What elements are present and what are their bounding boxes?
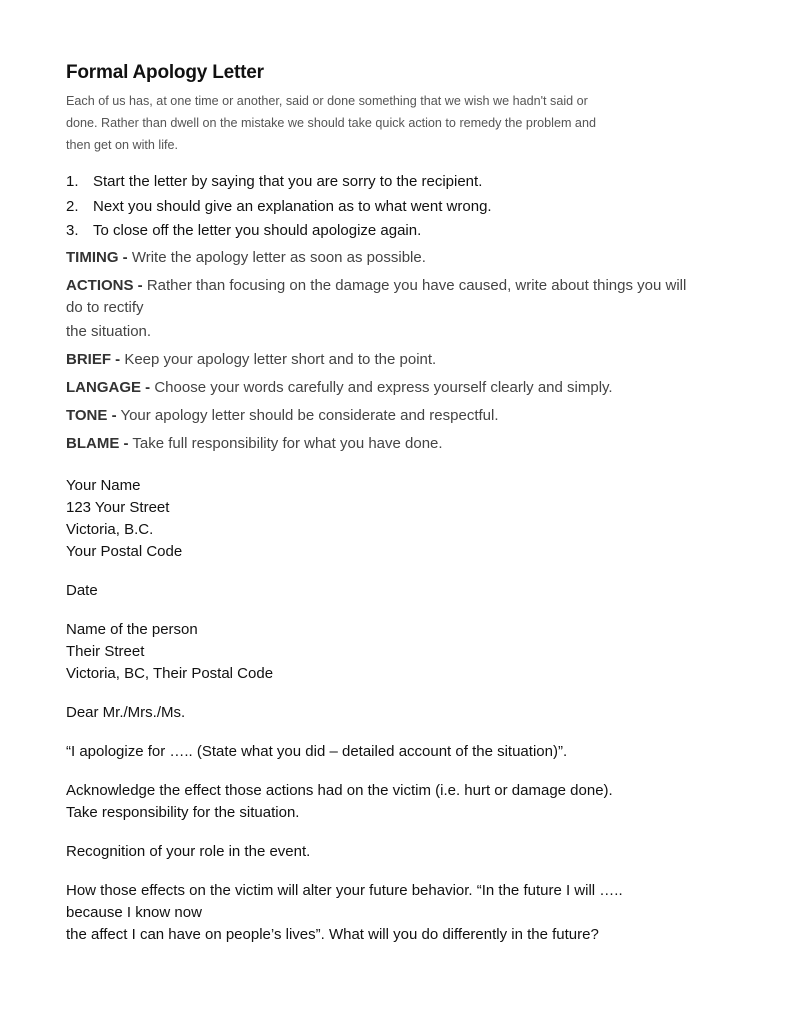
- tip-language: [66, 377, 706, 399]
- step-item: [66, 195, 706, 220]
- recipient-street: Their Street: [66, 642, 145, 660]
- tip-text: Your apology letter should be considerate and respectful.: [116, 406, 499, 424]
- tip-label: ACTIONS -: [66, 276, 143, 294]
- recipient-city-postal: Victoria, BC, Their Postal Code: [66, 664, 274, 682]
- step-number: 2.: [66, 197, 79, 215]
- tip-label: TONE -: [66, 406, 117, 424]
- letter-date: [66, 580, 706, 602]
- tip-text: Take full responsibility for what you have done.: [128, 434, 443, 452]
- step-text: To close off the letter you should apologize again.: [93, 222, 422, 239]
- sender-street: 123 Your Street: [66, 498, 170, 516]
- step-item: [66, 219, 706, 244]
- tip-tone: [66, 405, 706, 427]
- step-number: 1.: [66, 173, 79, 190]
- salutation: [66, 702, 706, 724]
- tip-text: Keep your apology letter short and to the point.: [120, 350, 437, 368]
- sender-city: Victoria, B.C.: [66, 520, 154, 538]
- future-line: How those effects on the victim will alter your future behavior. “In the future I will …..: [66, 881, 623, 899]
- tip-actions-continuation: the situation.: [66, 322, 152, 340]
- intro-line: done. Rather than dwell on the mistake we should take quick action to remedy the problem and: [66, 116, 596, 130]
- tip-text: Choose your words carefully and express yourself clearly and simply.: [150, 378, 613, 396]
- step-item: [66, 170, 706, 195]
- recipient-address: [66, 619, 706, 685]
- apology-paragraph: [66, 741, 706, 763]
- sender-name: Your Name: [66, 476, 141, 494]
- future-line: the affect I can have on people’s lives”. What will you do differently in the future?: [66, 925, 599, 943]
- tip-actions: [66, 275, 706, 319]
- recognition-text: Recognition of your role in the event.: [66, 842, 311, 860]
- salutation-text: Dear Mr./Mrs./Ms.: [66, 703, 186, 721]
- tip-label: LANGAGE -: [66, 378, 151, 396]
- future-line: because I know now: [66, 903, 202, 921]
- step-number: 3.: [66, 222, 79, 239]
- document-title: Formal Apology Letter: [66, 62, 264, 83]
- future-paragraph: [66, 880, 706, 946]
- tip-label: BLAME -: [66, 434, 129, 452]
- letter-template: [66, 475, 706, 946]
- tip-blame: [66, 433, 706, 455]
- recognition-paragraph: [66, 841, 706, 863]
- sender-postal-code: Your Postal Code: [66, 542, 183, 560]
- intro-line: Each of us has, at one time or another, said or done something that we wish we hadn't said or: [66, 94, 588, 108]
- tip-label: TIMING -: [66, 248, 128, 266]
- acknowledge-paragraph: [66, 780, 706, 824]
- tip-text: Write the apology letter as soon as possible.: [127, 248, 426, 266]
- tip-timing: [66, 247, 706, 269]
- document-page: [66, 58, 706, 963]
- step-text: Start the letter by saying that you are sorry to the recipient.: [93, 173, 483, 190]
- sender-address: [66, 475, 706, 563]
- tip-brief: [66, 349, 706, 371]
- acknowledge-line: Take responsibility for the situation.: [66, 803, 300, 821]
- tips-section: [66, 247, 706, 455]
- date-text: Date: [66, 581, 98, 599]
- intro-line: then get on with life.: [66, 138, 179, 152]
- steps-list: [66, 170, 706, 244]
- step-text: Next you should give an explanation as to what went wrong.: [93, 197, 492, 215]
- recipient-name: Name of the person: [66, 620, 198, 638]
- intro-paragraph: [66, 90, 706, 156]
- apology-text: “I apologize for ….. (State what you did – detailed account of the situation)”.: [66, 742, 568, 760]
- acknowledge-line: Acknowledge the effect those actions had on the victim (i.e. hurt or damage done).: [66, 781, 613, 799]
- tip-label: BRIEF -: [66, 350, 121, 368]
- tip-text: Rather than focusing on the damage you have caused, write about things you will do to rectify: [66, 276, 687, 316]
